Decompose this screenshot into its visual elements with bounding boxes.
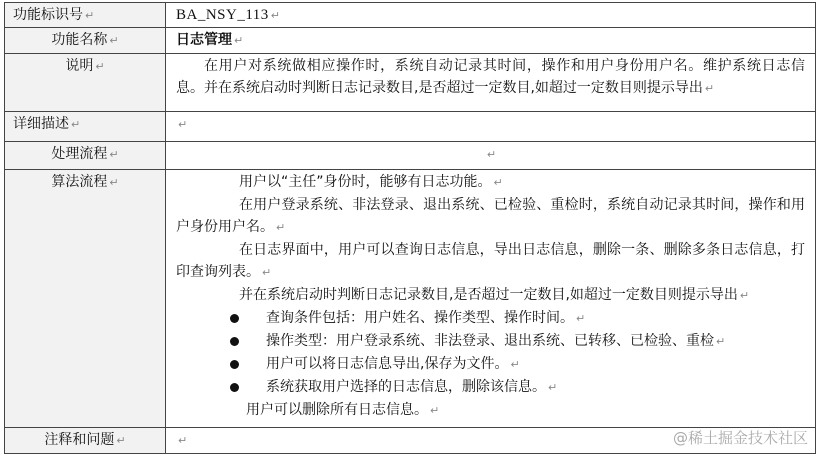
row-function-name [5, 28, 816, 54]
row-detail [5, 112, 816, 142]
detail-label: 详细描述 [13, 116, 69, 132]
list-item: 查询条件包括：用户姓名、操作类型、操作时间。 ↵ [176, 307, 805, 330]
algorithm-bullet-list [176, 307, 805, 399]
value-cell: 用户以“主任”身份时，能够有日志功能。 ↵ 在用户登录系统、非法登录、退出系统、已检验、重检时，系统自动记录其时间，操作和用户身份用户名。 ↵ 在日志界面中，用户可以查询日志信息，导出日志信息，删除一条、删除多条日志信息，打印查询列表。 ↵ 并在系统启动时判断日志记录数目,是否超过一定数目,如超过一定数目则提示导出 ↵ 查询条件包括：用户姓名、操作类型、操作时间。 ↵ 操作类型：用户登录系统、非法登录、退出系统、已转移、已检验、重检 ↵ 用户可以将日志信息导出,保存为文件。 ↵ 系统获取用户选择的日志信息，删除该信息。 ↵ 用户可以删除所有日志信息。 ↵ [166, 170, 816, 428]
bullet-icon [230, 314, 239, 323]
notes-label: 注释和问题 [44, 432, 115, 448]
algorithm-closing: 用户可以删除所有日志信息。 [246, 402, 428, 418]
list-item: 用户可以将日志信息导出,保存为文件。 ↵ [176, 353, 805, 376]
algorithm-line: 在日志界面中，用户可以查询日志信息，导出日志信息，删除一条、删除多条日志信息，打印查询列表。 [176, 242, 805, 280]
process-label: 处理流程 [51, 146, 108, 162]
label-cell: 处理流程 ↵ [5, 142, 166, 170]
description-text: 在用户对系统做相应操作时，系统自动记录其时间，操作和用户身份用户名。维护系统日志信息。并在系统启动时判断日志记录数目,是否超过一定数目,如超过一定数目则提示导出 [176, 58, 805, 96]
function-name-label: 功能名称 [51, 32, 108, 48]
value-cell: ↵ [166, 428, 816, 454]
function-name-value: 日志管理 [176, 32, 232, 48]
label-cell: 详细描述 ↵ [5, 112, 166, 142]
label-cell: 功能标识号 ↵ [5, 3, 166, 28]
label-cell: 功能名称 ↵ [5, 28, 166, 54]
value-cell: ↵ [166, 112, 816, 142]
row-algorithm [5, 170, 816, 428]
description-label: 说明 [65, 58, 94, 74]
algorithm-line: 并在系统启动时判断日志记录数目,是否超过一定数目,如超过一定数目则提示导出 [239, 287, 738, 303]
watermark: @稀土掘金技术社区 [672, 429, 808, 447]
label-cell: 算法流程 ↵ [5, 170, 166, 428]
bullet-icon [230, 383, 239, 392]
label-cell: 注释和问题 ↵ [5, 428, 166, 454]
row-description [5, 54, 816, 112]
value-cell: ↵ [166, 142, 816, 170]
label-cell: 说明 ↵ [5, 54, 166, 112]
function-id-value: BA_NSY_113 [176, 7, 269, 23]
row-process [5, 142, 816, 170]
function-id-label: 功能标识号 [13, 7, 83, 23]
value-cell: BA_NSY_113 ↵ [166, 3, 816, 28]
value-cell: 在用户对系统做相应操作时，系统自动记录其时间，操作和用户身份用户名。维护系统日志信息。并在系统启动时判断日志记录数目,是否超过一定数目,如超过一定数目则提示导出 ↵ [166, 54, 816, 112]
algorithm-line: 在用户登录系统、非法登录、退出系统、已检验、重检时，系统自动记录其时间，操作和用户身份用户名。 [176, 197, 805, 235]
function-spec-table [4, 2, 816, 454]
bullet-icon [230, 337, 239, 346]
algorithm-line: 用户以“主任”身份时，能够有日志功能。 [239, 174, 492, 190]
list-item: 系统获取用户选择的日志信息，删除该信息。 ↵ [176, 376, 805, 399]
row-function-id [5, 3, 816, 28]
list-item: 操作类型：用户登录系统、非法登录、退出系统、已转移、已检验、重检 ↵ [176, 330, 805, 353]
value-cell: 日志管理 ↵ [166, 28, 816, 54]
bullet-icon [230, 360, 239, 369]
algorithm-label: 算法流程 [51, 174, 108, 190]
